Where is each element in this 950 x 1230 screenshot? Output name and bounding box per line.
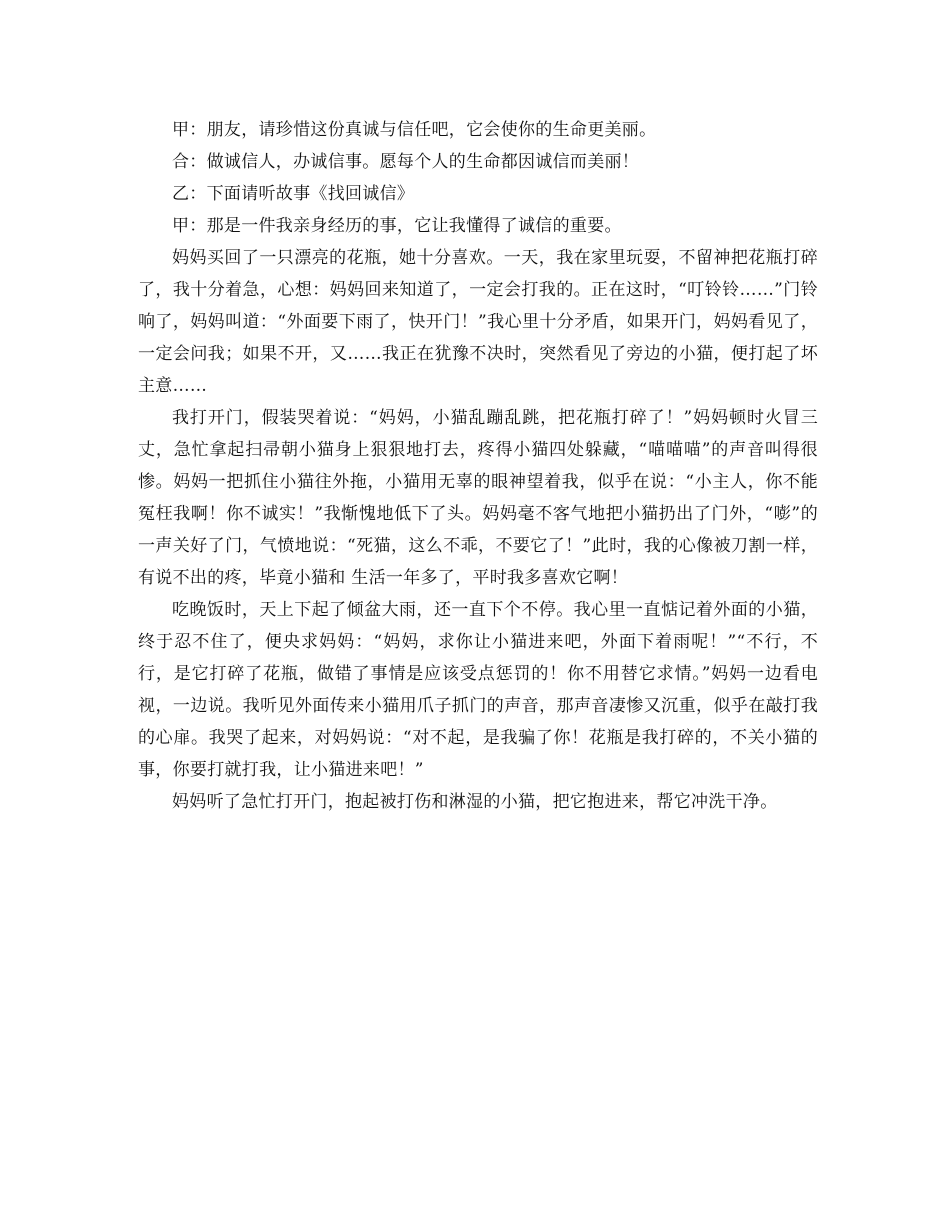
dialogue-line-jia-2: 甲：那是一件我亲身经历的事，它让我懂得了诚信的重要。 — [172, 216, 622, 236]
story-paragraph-3: 吃晚饭时，天上下起了倾盆大雨，还一直下个不停。我心里一直惦记着外面的小猫，终于忍不住了，便央求妈妈：“妈妈，求你让小猫进来吧，外面下着雨呢！”“不行，不行，是它打碎了花瓶，做错了事情是应该受点惩罚的！你不用替它求情。”妈妈一边看电视，一边说。我听见外面传来小猫用爪子抓门的声音，那声音凄惨又沉重，似乎在敲打我的心扉。我哭了起来，对妈妈说：“对不起，是我骗了你！花瓶是我打碎的，不关小猫的事，你要打就打我，让小猫进来吧！” — [138, 600, 818, 780]
dialogue-line-yi: 乙：下面请听故事《找回诚信》 — [172, 184, 415, 204]
document-page — [138, 114, 818, 818]
dialogue-line-he: 合：做诚信人，办诚信事。愿每个人的生命都因诚信而美丽！ — [172, 152, 640, 172]
story-paragraph-4: 妈妈听了急忙打开门，抱起被打伤和淋湿的小猫，把它抱进来，帮它冲洗干净。 — [172, 792, 778, 812]
story-paragraph-1: 妈妈买回了一只漂亮的花瓶，她十分喜欢。一天，我在家里玩耍，不留神把花瓶打碎了，我十分着急，心想：妈妈回来知道了，一定会打我的。正在这时，“叮铃铃……”门铃响了，妈妈叫道：“外面要下雨了，快开门！”我心里十分矛盾，如果开门，妈妈看见了，一定会问我；如果不开，又……我正在犹豫不决时，突然看见了旁边的小猫，便打起了坏主意…… — [138, 248, 818, 396]
story-paragraph-2: 我打开门，假装哭着说：“妈妈，小猫乱蹦乱跳，把花瓶打碎了！”妈妈顿时火冒三丈，急忙拿起扫帚朝小猫身上狠狠地打去，疼得小猫四处躲藏，“喵喵喵”的声音叫得很惨。妈妈一把抓住小猫往外拖，小猫用无辜的眼神望着我，似乎在说：“小主人，你不能冤枉我啊！你不诚实！”我惭愧地低下了头。妈妈毫不客气地把小猫扔出了门外，“嘭”的一声关好了门，气愤地说：“死猫，这么不乖，不要它了！”此时，我的心像被刀割一样，有说不出的疼，毕竟小猫和 生活一年多了，平时我多喜欢它啊！ — [138, 408, 818, 588]
dialogue-line-jia-1: 甲：朋友，请珍惜这份真诚与信任吧，它会使你的生命更美丽。 — [172, 120, 657, 140]
